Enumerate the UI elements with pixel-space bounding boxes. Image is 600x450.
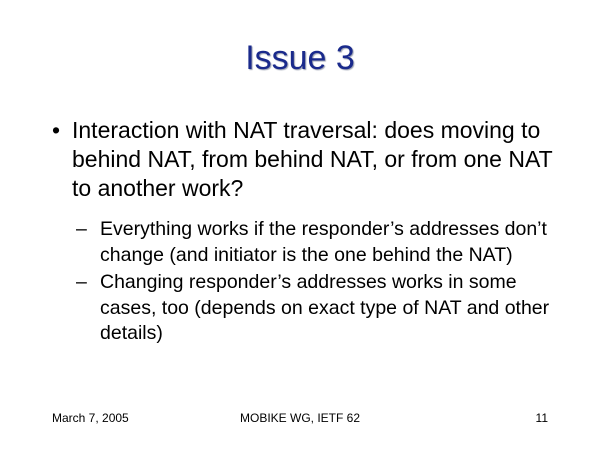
sub-bullet-marker: – [76,271,87,293]
footer-date: March 7, 2005 [52,411,129,425]
bullet-item [50,116,570,203]
bullet-list [50,116,570,349]
sub-bullet-item [76,270,570,347]
sub-bullet-text: Everything works if the responder’s addresses don’t change (and initiator is the one behind the NAT) [100,218,547,266]
sub-bullet-text: Changing responder’s addresses works in some cases, too (depends on exact type of NAT and other details) [100,271,550,344]
footer-page-number: 11 [535,411,548,425]
sub-bullet-list [50,217,570,347]
slide-title: Issue 3 [245,39,355,77]
sub-bullet-item [76,217,570,268]
footer-center-text: MOBIKE WG, IETF 62 [239,411,361,425]
bullet-marker: • [52,117,61,143]
bullet-text: Interaction with NAT traversal: does moving to behind NAT, from behind NAT, or from one NAT to another work? [72,117,553,201]
sub-bullet-marker: – [76,218,87,240]
